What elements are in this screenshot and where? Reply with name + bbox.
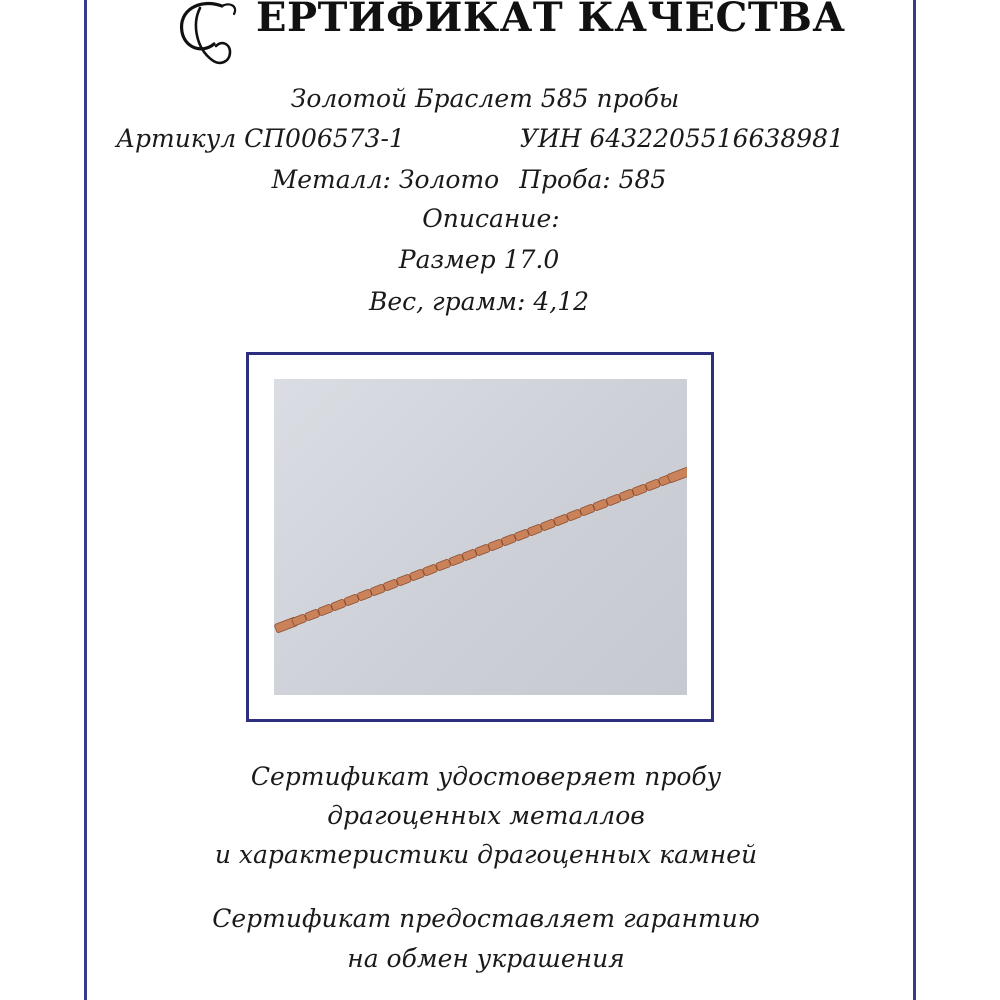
- assay-value: Проба: 585: [519, 165, 667, 194]
- footer-line-1: Сертификат удостоверяет пробу: [250, 762, 722, 791]
- footer-line-2: драгоценных металлов: [327, 801, 645, 830]
- bracelet-link: [527, 524, 542, 536]
- metal-type: Металл: Золото: [271, 165, 500, 194]
- product-photo: [274, 379, 687, 695]
- bracelet-link: [514, 529, 529, 541]
- bracelet-link: [344, 594, 359, 606]
- bracelet-link: [619, 489, 634, 501]
- bracelet-link: [553, 514, 568, 526]
- bracelet-link: [501, 534, 516, 546]
- footer-line-4: Сертификат предоставляет гарантию: [212, 904, 760, 933]
- bracelet-link: [580, 504, 595, 516]
- bracelet-link: [409, 569, 424, 581]
- bracelet-link: [436, 559, 451, 571]
- bracelet-link: [488, 539, 503, 551]
- bracelet-link: [318, 604, 333, 616]
- bracelet-clasp: [667, 467, 687, 483]
- bracelet-link: [331, 599, 346, 611]
- uin-number: УИН 6432205516638981: [519, 124, 844, 153]
- weight-value: Вес, грамм: 4,12: [368, 287, 590, 316]
- bracelet-link: [593, 499, 608, 511]
- footer-line-3: и характеристики драгоценных камней: [214, 840, 758, 869]
- bracelet-link: [475, 544, 490, 556]
- bracelet-link: [566, 509, 581, 521]
- bracelet-link: [305, 609, 320, 621]
- article-number: Артикул СП006573-1: [116, 124, 405, 153]
- bracelet-link: [645, 479, 660, 491]
- product-photo-frame: [246, 352, 714, 722]
- bracelet-link: [632, 484, 647, 496]
- size-value: Размер 17.0: [398, 245, 560, 274]
- bracelet-link: [540, 519, 555, 531]
- certificate-title: ЕРТИФИКАТ КАЧЕСТВА: [256, 0, 846, 41]
- article-uin-row: [0, 124, 980, 153]
- bracelet-image: [274, 379, 687, 695]
- bracelet-link: [370, 584, 385, 596]
- bracelet-link: [291, 614, 306, 626]
- product-name: Золотой Браслет 585 пробы: [290, 84, 680, 113]
- bracelet-link: [449, 554, 464, 566]
- bracelet-link: [606, 494, 621, 506]
- metal-assay-row: [0, 165, 969, 194]
- certificate-header: [0, 0, 1000, 80]
- monogram-icon: [160, 0, 260, 76]
- bracelet-link: [383, 579, 398, 591]
- bracelet-link: [357, 589, 372, 601]
- bracelet-link: [422, 564, 437, 576]
- bracelet-link: [462, 549, 477, 561]
- footer-line-5: на обмен украшения: [347, 944, 625, 973]
- bracelet-link: [396, 574, 411, 586]
- description-label: Описание:: [422, 204, 560, 233]
